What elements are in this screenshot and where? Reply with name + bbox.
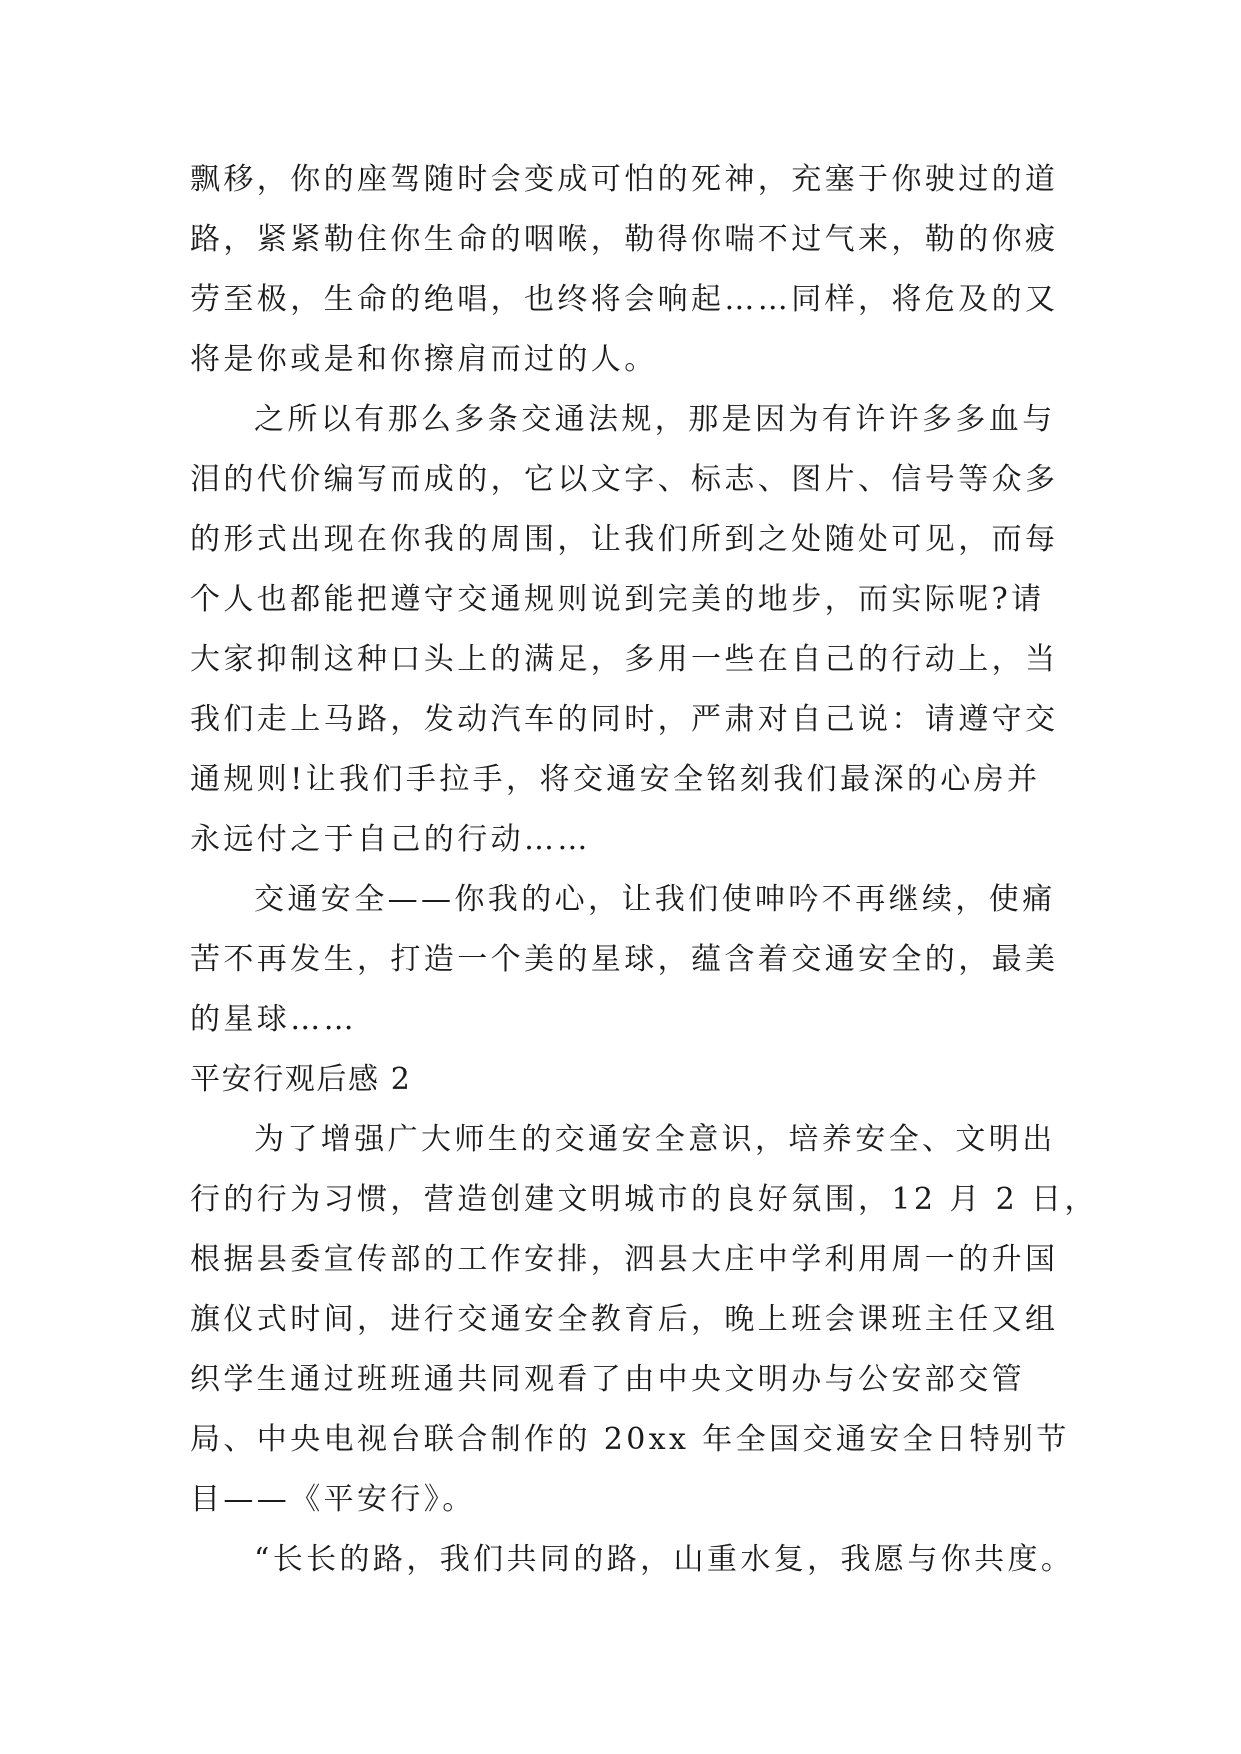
- section-heading: 平安行观后感 2: [190, 1062, 412, 1097]
- text-line: 局、中央电视台联合制作的 20xx 年全国交通安全日特别节: [190, 1422, 1070, 1457]
- text-line: 永远付之于自己的行动……: [190, 822, 591, 857]
- text-line: 劳至极，生命的绝唱，也终将会响起……同样，将危及的又: [190, 282, 1059, 317]
- text-line: 旗仪式时间，进行交通安全教育后，晚上班会课班主任又组: [190, 1302, 1059, 1337]
- text-line: 的形式出现在你我的周围，让我们所到之处随处可见，而每: [190, 522, 1059, 557]
- text-line: 我们走上马路，发动汽车的同时，严肃对自己说：请遵守交: [190, 702, 1059, 737]
- text-line: 织学生通过班班通共同观看了由中央文明办与公安部交管: [190, 1362, 1025, 1397]
- paragraph-first-line: 交通安全——你我的心，让我们使呻吟不再继续，使痛: [254, 882, 1056, 917]
- document-body: [190, 150, 1098, 1590]
- text-line: 个人也都能把遵守交通规则说到完美的地步，而实际呢?请: [190, 582, 1045, 617]
- text-line: 飘移，你的座驾随时会变成可怕的死神，充塞于你驶过的道: [190, 162, 1059, 197]
- text-line: 通规则!让我们手拉手，将交通安全铭刻我们最深的心房并: [190, 762, 1041, 797]
- text-line: 大家抑制这种口头上的满足，多用一些在自己的行动上，当: [190, 642, 1059, 677]
- text-line: 行的行为习惯，营造创建文明城市的良好氛围，12 月 2 日，: [190, 1182, 1098, 1217]
- text-line: 苦不再发生，打造一个美的星球，蕴含着交通安全的，最美: [190, 942, 1059, 977]
- text-line: 的星球……: [190, 1002, 357, 1037]
- text-line: 根据县委宣传部的工作安排，泗县大庄中学利用周一的升国: [190, 1242, 1059, 1277]
- text-line: 将是你或是和你擦肩而过的人。: [190, 342, 658, 377]
- paragraph-first-line: 为了增强广大师生的交通安全意识，培养安全、文明出: [254, 1122, 1056, 1157]
- paragraph-first-line: “长长的路，我们共同的路，山重水复，我愿与你共度。: [254, 1542, 1075, 1577]
- text-line: 泪的代价编写而成的，它以文字、标志、图片、信号等众多: [190, 462, 1059, 497]
- text-line: 路，紧紧勒住你生命的咽喉，勒得你喘不过气来，勒的你疲: [190, 222, 1059, 257]
- text-line: 目——《平安行》。: [190, 1482, 476, 1517]
- paragraph-first-line: 之所以有那么多条交通法规，那是因为有许许多多血与: [254, 402, 1056, 437]
